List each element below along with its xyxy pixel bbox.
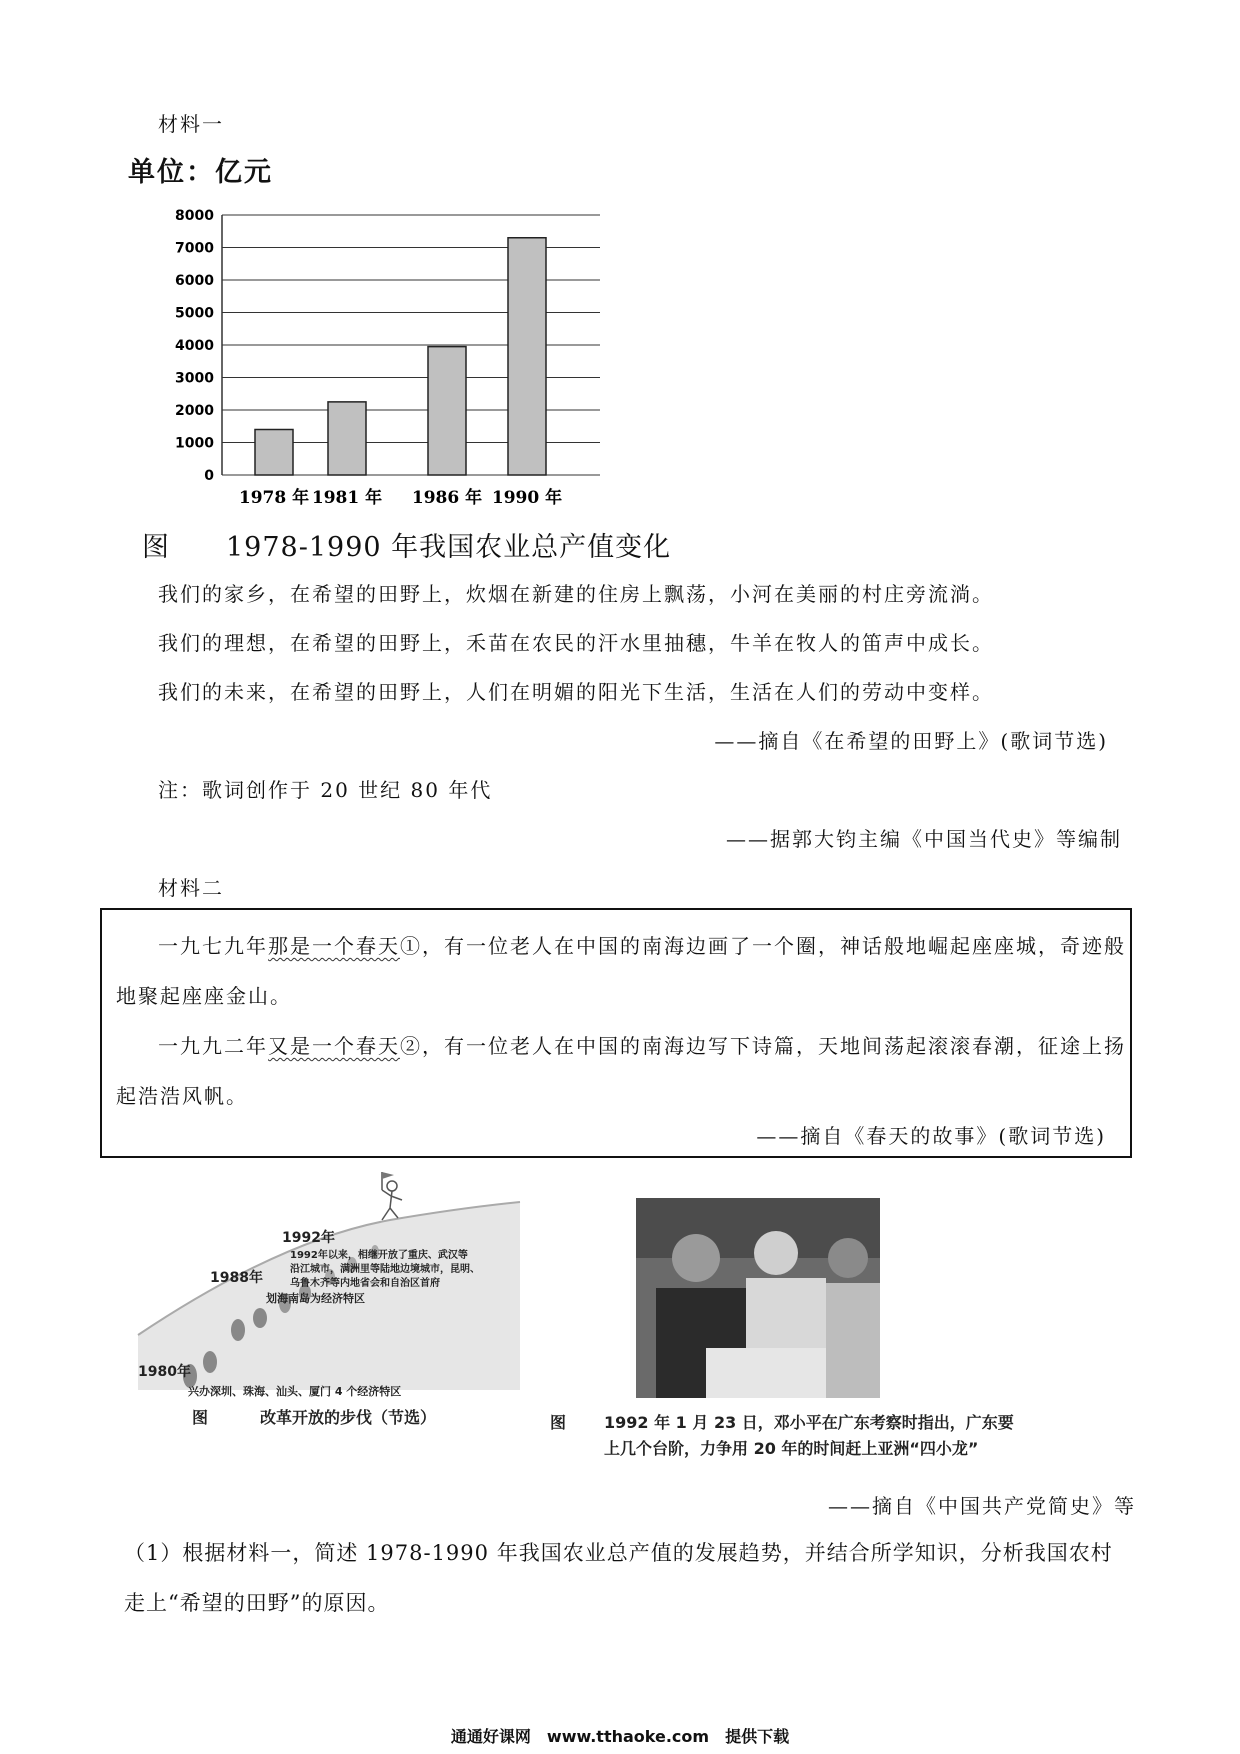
footprint-2 — [203, 1351, 217, 1373]
chart-unit-label: 单位：亿元 — [128, 157, 273, 188]
bar-0 — [255, 430, 293, 476]
lyrics-note: 注：歌词创作于 20 世纪 80 年代 — [158, 778, 493, 802]
spring-para2-post: ②，有一位老人在中国的南海边写下诗篇，天地间荡起滚滚春潮，征途上扬 — [400, 1034, 1126, 1058]
spring-para1-wavy: 那是一个春天 — [268, 934, 400, 958]
footprint-3 — [231, 1319, 245, 1341]
reform-steps-figure — [130, 1170, 520, 1430]
page-footer: 通通好课网 www.tthaoke.com 提供下载 — [450, 1727, 790, 1746]
photo-caption-prefix: 图 — [550, 1413, 567, 1432]
y-tick-label-6: 6000 — [175, 273, 214, 289]
text-1992-line1: 1992年以来，相继开放了重庆、武汉等 — [290, 1250, 468, 1261]
y-tick-label-3: 3000 — [175, 370, 214, 387]
y-tick-label-8: 8000 — [175, 208, 214, 224]
text-1992-line2: 沿江城市，满洲里等陆地边境城市，昆明、 — [290, 1264, 480, 1275]
bar-3 — [508, 238, 546, 475]
spring-para1-post: ①，有一位老人在中国的南海边画了一个圈，神话般地崛起座座城，奇迹般 — [400, 934, 1126, 958]
figure-caption-agri: 图 1978-1990 年我国农业总产值变化 — [142, 532, 672, 563]
lyric-line-3: 我们的未来，在希望的田野上，人们在明媚的阳光下生活，生活在人们的劳动中变样。 — [158, 680, 994, 704]
question-1: （1）根据材料一，简述 1978-1990 年我国农业总产值的发展趋势，并结合所学知识，分析我国农村走上“希望的田野”的原因。 — [124, 1541, 1113, 1615]
y-tick-label-4: 4000 — [175, 338, 214, 354]
spring-para1-line1 — [158, 930, 1126, 959]
spring-para2-line1 — [158, 1030, 1126, 1059]
y-tick-label-1: 1000 — [175, 435, 214, 452]
x-tick-label-3: 1990 年 — [491, 488, 563, 508]
spring-para2-pre: 一九九二年 — [158, 1034, 268, 1058]
year-1992-label: 1992年 — [282, 1230, 335, 1246]
photo-placeholder-icon — [636, 1198, 880, 1398]
lyric-line-2: 我们的理想，在希望的田野上，禾苗在农民的汗水里抽穗，牛羊在牧人的笛声中成长。 — [158, 631, 994, 655]
material2-lyrics-box — [100, 908, 1132, 1158]
chart-bars — [255, 238, 546, 475]
y-tick-label-0: 0 — [204, 468, 214, 484]
bar-2 — [428, 347, 466, 475]
spring-para2-line2: 起浩浩风帆。 — [116, 1084, 248, 1108]
footprint-4 — [253, 1308, 267, 1328]
note-source: ——据郭大钧主编《中国当代史》等编制 — [726, 827, 1122, 851]
walker-figure-icon — [382, 1172, 402, 1220]
spring-para2-wavy: 又是一个春天 — [268, 1034, 400, 1058]
reform-steps-illustration — [130, 1170, 520, 1398]
figures-source: ——摘自《中国共产党简史》等 — [828, 1494, 1136, 1518]
deng-photo — [636, 1198, 880, 1398]
photo-caption-line2: 上几个台阶，力争用 20 年的时间赶上亚洲“四小龙” — [604, 1439, 979, 1458]
x-tick-label-1: 1981 年 — [311, 488, 383, 508]
photo-caption-line1: 1992 年 1 月 23 日，邓小平在广东考察时指出，广东要 — [604, 1413, 1014, 1432]
lyric-line-1: 我们的家乡，在希望的田野上，炊烟在新建的住房上飘荡，小河在美丽的村庄旁流淌。 — [158, 582, 994, 606]
text-1988: 划海南岛为经济特区 — [266, 1292, 365, 1305]
lyrics-source: ——摘自《在希望的田野上》(歌词节选) — [714, 729, 1108, 753]
x-tick-label-0: 1978 年 — [238, 488, 310, 508]
year-1980-label: 1980年 — [138, 1364, 191, 1380]
material1-label: 材料一 — [158, 112, 224, 136]
spring-source: ——摘自《春天的故事》(歌词节选) — [756, 1124, 1106, 1148]
x-tick-label-2: 1986 年 — [411, 488, 483, 508]
chart-y-ticks — [175, 208, 214, 484]
chart-x-ticks — [239, 487, 562, 508]
y-tick-label-7: 7000 — [175, 240, 214, 257]
bar-1 — [328, 402, 366, 475]
text-1992-line3: 乌鲁木齐等内地省会和自治区首府 — [290, 1278, 440, 1289]
y-tick-label-5: 5000 — [175, 305, 214, 322]
material2-label: 材料二 — [158, 876, 224, 900]
year-1988-label: 1988年 — [210, 1270, 263, 1286]
spring-para1-line2: 地聚起座座金山。 — [116, 984, 292, 1008]
spring-para1-pre: 一九七九年 — [158, 934, 268, 958]
reform-caption-prefix: 图 — [192, 1408, 209, 1427]
text-1980: 兴办深圳、珠海、汕头、厦门 4 个经济特区 — [188, 1385, 402, 1398]
y-tick-label-2: 2000 — [175, 403, 214, 419]
reform-caption: 改革开放的步伐（节选） — [260, 1408, 437, 1427]
bar-chart — [150, 195, 620, 515]
